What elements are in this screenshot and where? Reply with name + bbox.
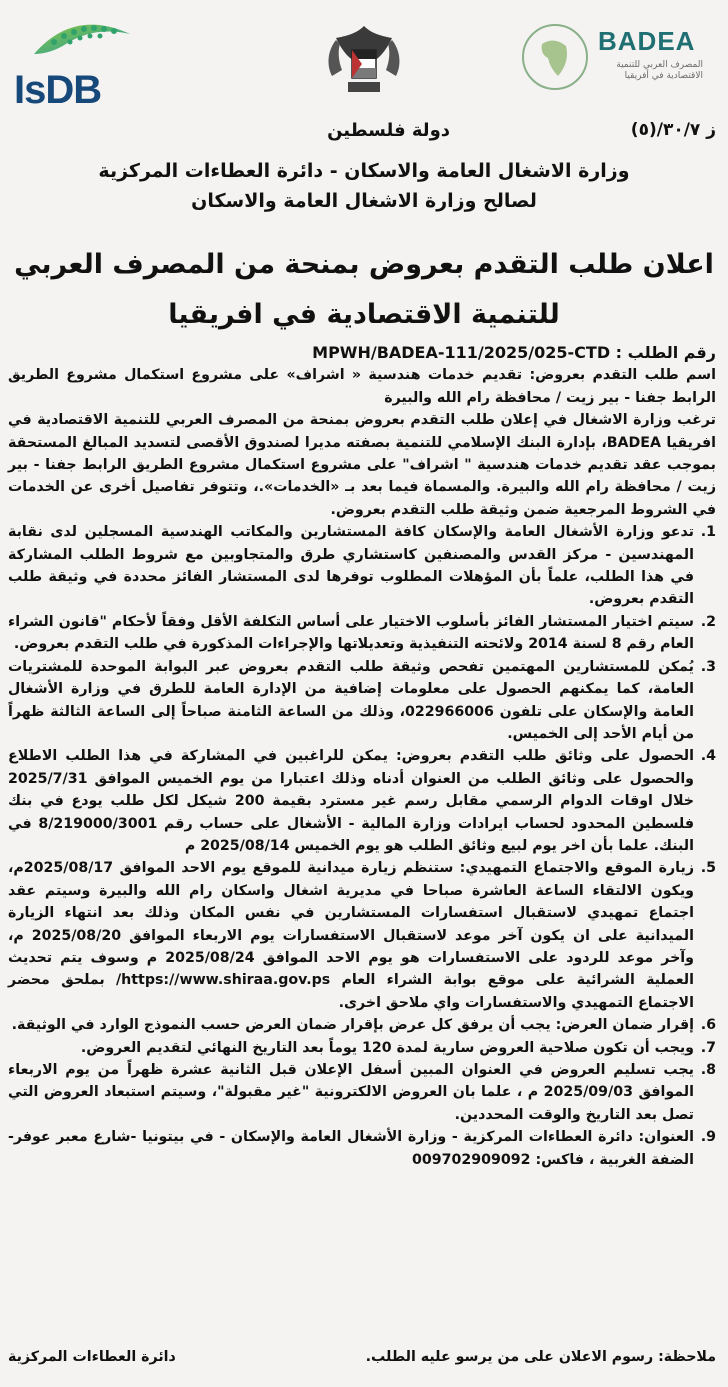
list-item: [8, 1014, 716, 1036]
item-text: يجب تسليم العروض في العنوان المبين أسفل الإعلان قبل الثانية عشرة ظهراً من يوم الاربعاء الموافق 2025/09/03 م ، علما بان العروض الالكترونية "غير مقبولة"، وسيتم استبعاد العروض التي تصل بعد التاريخ والوقت المحددين.: [8, 1062, 694, 1123]
footer-note: ملاحظة: رسوم الاعلان على من يرسو عليه الطلب.: [365, 1349, 716, 1365]
badea-logo: [520, 22, 720, 102]
list-item: [8, 521, 716, 611]
badea-logo-subtitle: المصرف العربي للتنمية الاقتصادية في أفريقيا: [616, 60, 703, 81]
item-number: 5.: [700, 860, 716, 877]
state-name: دولة فلسطين: [327, 120, 450, 141]
announcement-body: [8, 342, 716, 1171]
list-item: [8, 745, 716, 857]
item-number: 2.: [700, 613, 716, 630]
palestine-emblem-icon: [322, 20, 406, 102]
list-item: [8, 656, 716, 746]
item-text: يُمكن للمستشارين المهتمين تفحص وثيقة طلب التقدم بعروض عبر البوابة الموحدة للمشتريات العامة، كما يمكنهم الحصول على معلومات إضافية من الإدارة العامة للطرق في وزارة الأشغال العامة والإسكان على تلفون 022966006، وذلك من الساعة الثامنة صباحاً إلى الساعة الثالثة ظهراً من أيام الأحد إلى الخميس.: [8, 658, 694, 742]
item-text: إقرار ضمان العرض: يجب أن يرفق كل عرض بإقرار ضمان العرض حسب النموذج الوارد في الوثيقة.: [11, 1017, 694, 1034]
numbered-items: [8, 521, 716, 1171]
list-item: [8, 611, 716, 656]
item-number: 7.: [700, 1039, 716, 1056]
item-text: ويجب أن تكون صلاحية العروض سارية لمدة 120 يوماً بعد التاريخ النهائي لتقديم العروض.: [80, 1039, 694, 1056]
announcement-title: [0, 240, 728, 340]
ministry-line-2: لصالح وزارة الاشغال العامة والاسكان: [191, 190, 537, 212]
footer-signature: دائرة العطاءات المركزية: [8, 1349, 176, 1365]
item-number: 3.: [700, 658, 716, 675]
ministry-line-1: وزارة الاشغال العامة والاسكان - دائرة العطاءات المركزية: [98, 160, 630, 182]
request-name: اسم طلب التقدم بعروض: تقديم خدمات هندسية « اشراف» على مشروع استكمال مشروع الطريق الرابط جفنا - بير زيت / محافظة رام الله والبيرة: [8, 367, 716, 406]
request-number-label: رقم الطلب :: [615, 343, 716, 362]
item-number: 9.: [700, 1129, 716, 1146]
item-number: 1.: [700, 524, 716, 541]
list-item: [8, 1126, 716, 1171]
item-text: تدعو وزارة الأشغال العامة والإسكان كافة المستشارين والمكاتب الهندسية المسجلين لدى نقابة المهندسين - مركز القدس والمصنفين كاستشاري طرق والمتجاوبين مع شروط الطلب المشاركة في هذا الطلب، علماً بأن المؤهلات المطلوب توفرها لدى المستشار الفائز محددة في وثيقة طلب التقدم بعروض.: [8, 524, 694, 608]
badea-logo-text: BADEA: [598, 26, 696, 56]
item-number: 4.: [700, 748, 716, 765]
header: [0, 0, 728, 112]
item-text: زيارة الموقع والاجتماع التمهيدي: ستنظم زيارة ميدانية للموقع يوم الاحد الموافق 2025/08/17م، ويكون الالتقاء الساعة العاشرة صباحا في مديرية اشغال واسكان رام الله والبيرة وسيتم عقد اجتماع تمهيدي لاستقبال استفسارات المستشارين في نفس المكان وذلك بعد انتهاء الزيارة الميدانية على ان يكون آخر موعد لاستقبال الاستفسارات يوم الاربعاء الموافق 2025/08/20 م، وآخر موعد للردود على الاستفسارات هو يوم الاحد الموافق 2025/08/24 م وسوف يتم تحديث العملية الشرائية على موقع بوابة الشراء العام https://www.shiraa.gov.ps/ بملحق محضر الاجتماع التمهيدي والاستفسارات واي ملاحق اخرى.: [8, 860, 694, 1011]
list-item: [8, 1037, 716, 1059]
isdb-logo: [14, 14, 144, 112]
request-number: MPWH/BADEA-111/2025/025-CTD: [312, 343, 611, 362]
item-text: سيتم اختيار المستشار الفائز بأسلوب الاختيار على أساس التكلفة الأقل وفقاً لأحكام "قانون الشراء العام رقم 8 لسنة 2014 ولائحته التنفيذية وتعديلاتها والإجراءات المذكورة في طلب التقدم بعروض.: [8, 613, 694, 653]
item-number: 6.: [700, 1017, 716, 1034]
request-number-line: [8, 342, 716, 364]
item-number: 8.: [700, 1062, 716, 1078]
title-line-1: اعلان طلب التقدم بعروض بمنحة من المصرف العربي: [14, 249, 714, 280]
isdb-globe-icon: [14, 14, 144, 70]
list-item: [8, 857, 716, 1014]
title-line-2: للتنمية الاقتصادية في افريقيا: [168, 299, 560, 330]
badea-globe-icon: [520, 22, 590, 92]
footer: [8, 1349, 716, 1365]
item-text: الحصول على وثائق طلب التقدم بعروض: يمكن للراغبين في المشاركة في هذا الطلب الاطلاع والحصول على وثائق الطلب من العنوان أدناه وذلك اعتبارا من يوم الخميس الموافق 2025/7/31 خلال اوقات الدوام الرسمي مقابل رسم غير مسترد بقيمة 200 شيكل لكل طلب يودع في بنك فلسطين المحدود لحساب ايرادات وزارة المالية - الأشغال على حساب رقم 8/219000/3001 في البنك. علما بأن اخر يوم لبيع وثائق الطلب هو يوم الخميس 2025/08/14 م: [8, 748, 694, 854]
intro-paragraph: ترغب وزارة الاشغال في إعلان طلب التقدم بعروض بمنحة من المصرف العربي للتنمية الاقتصادية في افريقيا BADEA، بإدارة البنك الإسلامي للتنمية بصفته مديرا لصندوق الأقصى لتسديد المبالغ المستحقة بموجب عقد تقديم خدمات هندسية " اشراف" على مشروع استكمال مشروع الطريق الرابط جفنا - بير زيت / محافظة رام الله والبيرة. والمسماة فيما بعد بـ «الخدمات».، وتتوفر تفاصيل أخرى عن الخدمات في الشروط المرجعية ضمن وثيقة طلب التقدم بعروض.: [8, 412, 716, 518]
isdb-logo-text: IsDB: [14, 68, 102, 112]
reference-number: ز ٣٠/٧/(٥): [630, 120, 716, 140]
ministry-heading: [0, 156, 728, 216]
list-item: [8, 1059, 716, 1126]
item-text: العنوان: دائرة العطاءات المركزية - وزارة الأشغال العامة والإسكان - في بيتونيا -شارع معبر عوفر- الضفة الغربية ، فاكس: 009702909092: [8, 1129, 694, 1168]
